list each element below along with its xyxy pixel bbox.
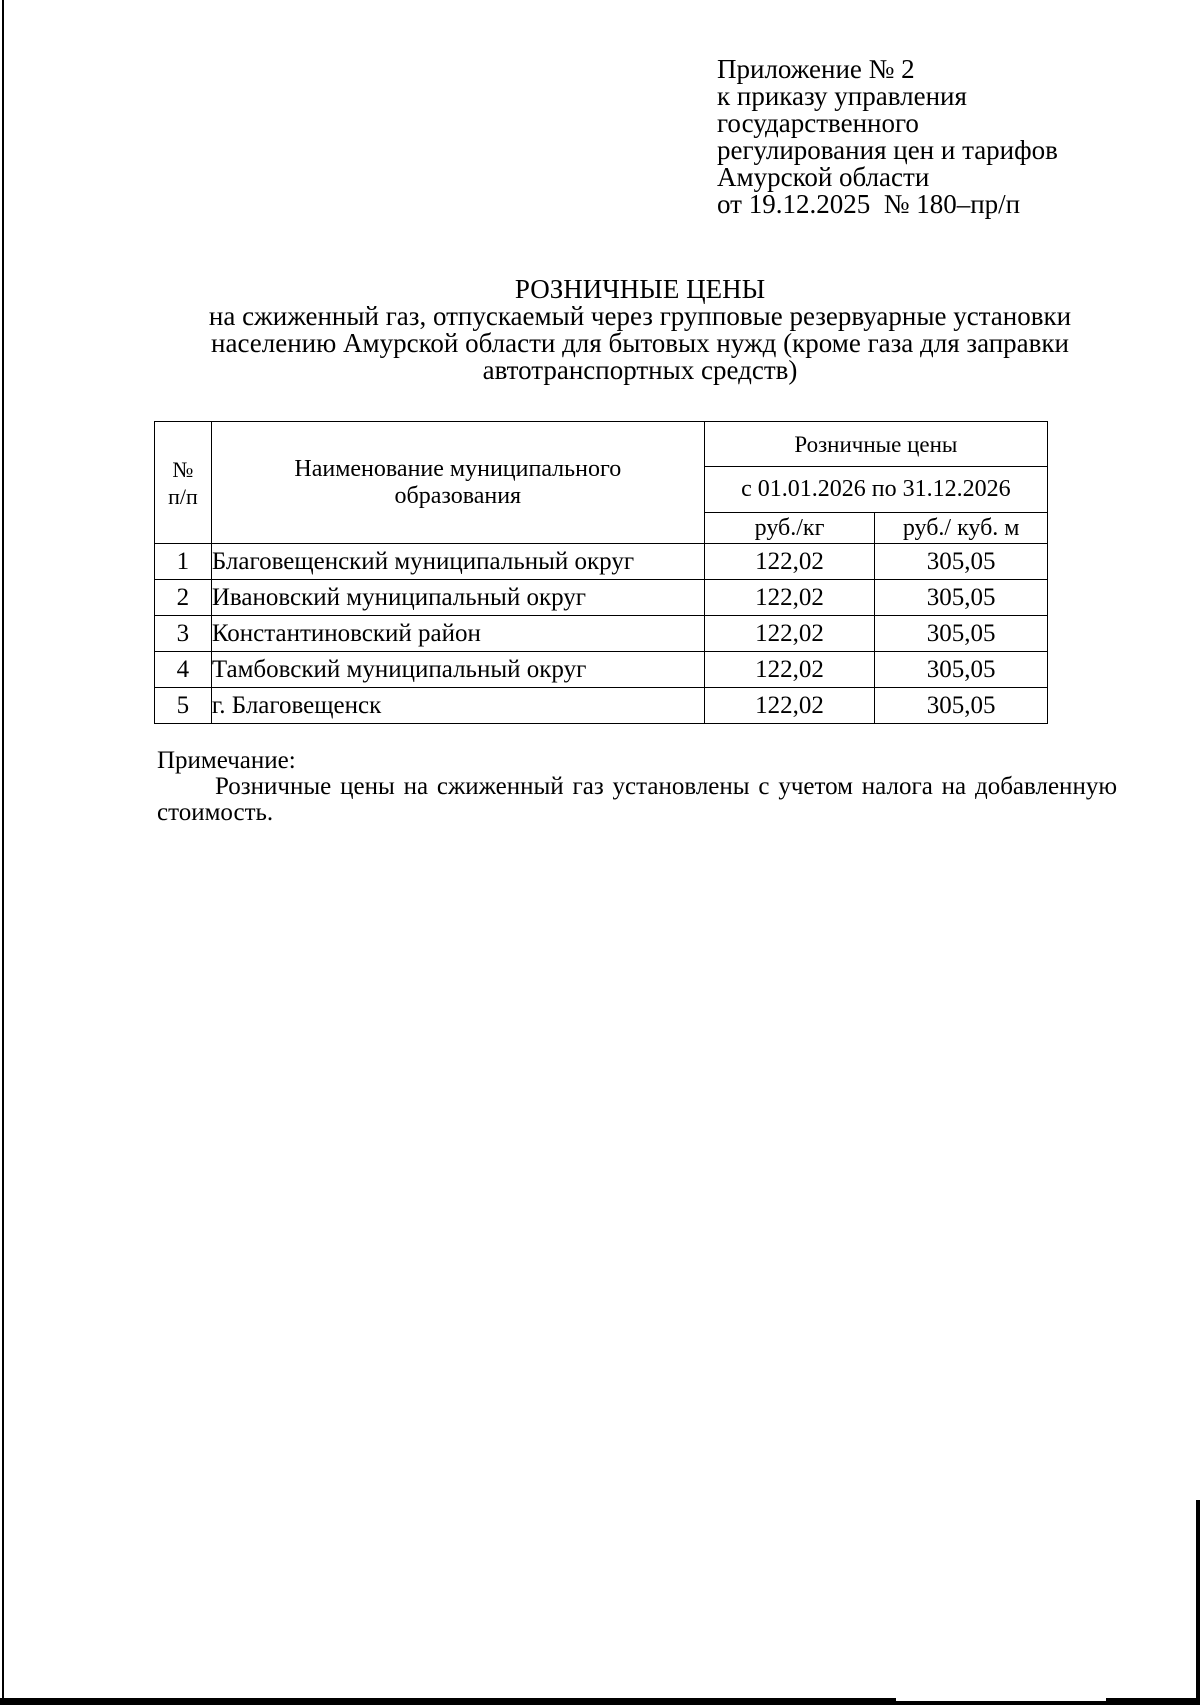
table-row (155, 652, 1048, 688)
appendix-reference (717, 56, 1137, 218)
header-period: с 01.01.2026 по 31.12.2026 (704, 467, 1047, 513)
scan-edge-right (1196, 1500, 1200, 1705)
row-municipality: Тамбовский муниципальный округ (211, 652, 704, 688)
scan-edge-left (2, 0, 4, 1705)
appendix-line: государственного (717, 108, 919, 138)
row-price-m3: 305,05 (875, 616, 1048, 652)
header-number-symbol: № (172, 456, 194, 482)
row-number: 5 (155, 688, 212, 724)
row-municipality: Ивановский муниципальный округ (211, 580, 704, 616)
appendix-line: от 19.12.2025 № 180–пр/п (717, 189, 1021, 219)
header-unit-m3: руб./ куб. м (875, 513, 1048, 544)
header-unit-kg: руб./кг (704, 513, 875, 544)
title-line: автотранспортных средств) (482, 355, 798, 385)
row-number: 4 (155, 652, 212, 688)
table-header-row (155, 422, 1048, 467)
note-text: Розничные цены на сжиженный газ установлены с учетом налога на добавленную стоимость. (157, 773, 1117, 826)
row-municipality: г. Благовещенск (211, 688, 704, 724)
table-row (155, 580, 1048, 616)
row-municipality: Константиновский район (211, 616, 704, 652)
row-number: 3 (155, 616, 212, 652)
header-municipality-line: Наименование муниципального (294, 455, 622, 482)
prices-table (154, 421, 1048, 724)
header-municipality-line: образования (394, 482, 522, 509)
title-line: на сжиженный газ, отпускаемый через групповые резервуарные установки (208, 301, 1072, 331)
title-line: населению Амурской области для бытовых нужд (кроме газа для заправки (211, 328, 1069, 358)
row-number: 1 (155, 544, 212, 580)
row-price-kg: 122,02 (704, 688, 875, 724)
appendix-line: к приказу управления (717, 81, 967, 111)
appendix-line: Приложение № 2 (717, 54, 915, 84)
header-retail-prices: Розничные цены (704, 422, 1047, 467)
scan-edge-gap (896, 1698, 1106, 1701)
table-row (155, 616, 1048, 652)
header-municipality (211, 422, 704, 544)
row-price-kg: 122,02 (704, 652, 875, 688)
note-section (157, 748, 1117, 826)
row-price-m3: 305,05 (875, 580, 1048, 616)
row-price-m3: 305,05 (875, 544, 1048, 580)
row-price-m3: 305,05 (875, 688, 1048, 724)
appendix-line: Амурской области (717, 162, 930, 192)
title-heading: РОЗНИЧНЫЕ ЦЕНЫ (514, 274, 766, 304)
header-number (155, 422, 212, 544)
row-price-m3: 305,05 (875, 652, 1048, 688)
row-municipality: Благовещенский муниципальный округ (211, 544, 704, 580)
row-price-kg: 122,02 (704, 616, 875, 652)
appendix-line: регулирования цен и тарифов (717, 135, 1058, 165)
header-number-abbrev: п/п (168, 483, 198, 509)
row-price-kg: 122,02 (704, 580, 875, 616)
note-label: Примечание: (157, 747, 296, 774)
row-price-kg: 122,02 (704, 544, 875, 580)
document-title (160, 276, 1120, 384)
row-number: 2 (155, 580, 212, 616)
table-row (155, 544, 1048, 580)
table-row (155, 688, 1048, 724)
